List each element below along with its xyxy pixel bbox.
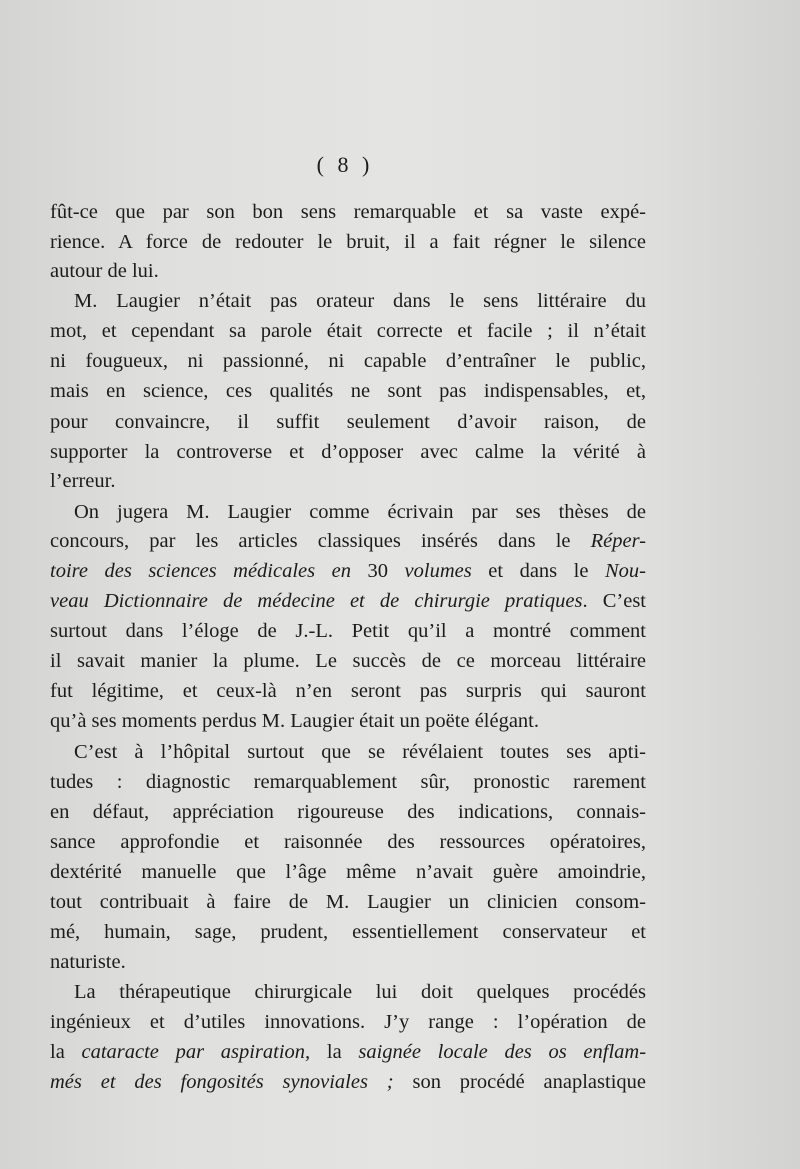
text-line	[50, 317, 646, 345]
text-segment: l’erreur.	[50, 470, 116, 492]
italic-text: cataracte par aspiration,	[81, 1041, 311, 1063]
text-line	[50, 557, 646, 585]
text-line	[50, 527, 646, 555]
text-line	[50, 677, 646, 705]
text-segment: tudes : diagnostic remarquablement sûr, pronostic rarement	[50, 771, 646, 793]
text-segment: et dans le	[471, 560, 605, 582]
text-line	[50, 798, 646, 826]
text-line	[50, 347, 646, 375]
text-segment: rience. A force de redouter le bruit, il a fait régner le silence	[50, 231, 646, 253]
text-segment: dextérité manuelle que l’âge même n’avait guère amoindrie,	[50, 861, 646, 883]
text-segment: La thérapeutique chirurgicale lui doit quelques procédés	[74, 981, 646, 1003]
text-segment: qu’à ses moments perdus M. Laugier était un poëte élégant.	[50, 710, 540, 732]
text-line	[50, 257, 646, 285]
italic-text: veau Dictionnaire de médecine et de chirurgie pratiques	[50, 590, 583, 612]
italic-text: toire des sciences médicales en	[50, 560, 351, 582]
text-line	[50, 498, 646, 526]
text-line	[50, 1038, 646, 1066]
text-segment: son procédé anaplastique	[393, 1071, 646, 1093]
italic-text: saignée locale des os enflam-	[358, 1041, 647, 1063]
text-line	[50, 438, 646, 466]
text-line	[50, 198, 646, 226]
text-line	[50, 888, 646, 916]
text-line	[50, 467, 646, 495]
text-segment: la	[50, 1041, 82, 1063]
text-line	[50, 768, 646, 796]
text-segment: pour convaincre, il suffit seulement d’avoir raison, de	[50, 411, 646, 433]
text-segment: mé, humain, sage, prudent, essentiellement conservateur et	[50, 921, 646, 943]
text-segment: la	[310, 1041, 359, 1063]
text-line	[50, 228, 646, 256]
text-segment: sance approfondie et raisonnée des ressources opératoires,	[50, 831, 646, 853]
italic-text: més et des fongosités synoviales ;	[50, 1071, 394, 1093]
text-segment: tout contribuait à faire de M. Laugier un clinicien consom-	[50, 891, 646, 913]
text-line	[50, 617, 646, 645]
text-line	[50, 978, 646, 1006]
page-number: ( 8 )	[316, 152, 374, 177]
text-line	[50, 858, 646, 886]
text-line	[50, 1008, 646, 1036]
text-segment: C’est à l’hôpital surtout que se révélaient toutes ses apti-	[74, 741, 646, 763]
text-segment: mais en science, ces qualités ne sont pas indispensables, et,	[50, 380, 646, 402]
text-segment: mot, et cependant sa parole était correcte et facile ; il n’était	[50, 320, 646, 342]
text-segment: fut légitime, et ceux-là n’en seront pas surpris qui sauront	[50, 680, 646, 702]
text-line	[50, 1068, 646, 1096]
italic-text: volumes	[404, 560, 472, 582]
text-segment: fût-ce que par son bon sens remarquable et sa vaste expé-	[50, 201, 646, 223]
italic-text: Nou-	[605, 560, 646, 582]
text-line	[50, 408, 646, 436]
text-segment: . C’est	[582, 590, 646, 612]
text-line	[50, 707, 646, 735]
text-line	[50, 948, 646, 976]
text-segment: supporter la controverse et d’opposer avec calme la vérité à	[50, 441, 646, 463]
text-line	[50, 647, 646, 675]
text-line	[50, 918, 646, 946]
text-segment: naturiste.	[50, 951, 126, 973]
text-segment: ni fougueux, ni passionné, ni capable d’entraîner le public,	[50, 350, 646, 372]
text-segment: M. Laugier n’était pas orateur dans le sens littéraire du	[74, 290, 646, 312]
text-segment: surtout dans l’éloge de J.-L. Petit qu’il a montré comment	[50, 620, 646, 642]
text-segment: 30	[351, 560, 405, 582]
text-segment: il savait manier la plume. Le succès de ce morceau littéraire	[50, 650, 646, 672]
italic-text: Réper-	[590, 530, 646, 552]
text-line	[50, 287, 646, 315]
text-segment: en défaut, appréciation rigoureuse des indications, connais-	[50, 801, 646, 823]
text-segment: autour de lui.	[50, 260, 159, 282]
text-line	[50, 738, 646, 766]
text-line	[50, 828, 646, 856]
text-segment: ingénieux et d’utiles innovations. J’y range : l’opération de	[50, 1011, 646, 1033]
text-line	[50, 377, 646, 405]
text-segment: On jugera M. Laugier comme écrivain par ses thèses de	[74, 501, 646, 523]
text-line	[50, 587, 646, 615]
text-segment: concours, par les articles classiques insérés dans le	[50, 530, 591, 552]
